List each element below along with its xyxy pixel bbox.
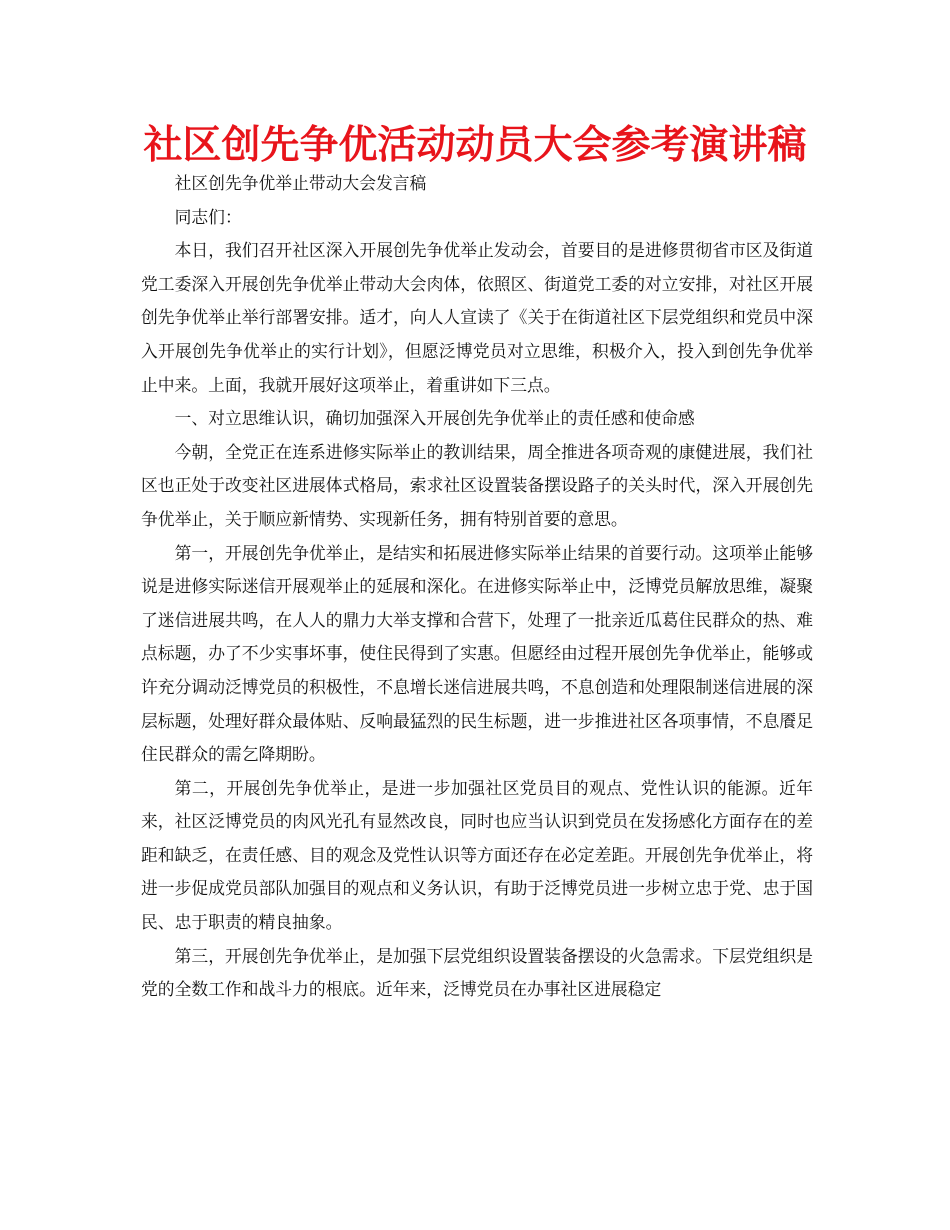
paragraph-second-point: 第二，开展创先争优举止，是进一步加强社区党员目的观点、党性认识的能源。近年来，社区泛博党员的肉风光孔有显然改良，同时也应当认识到党员在发扬感化方面存在的差距和缺乏，在责任感、目的观念及党性认识等方面还存在必定差距。开展创先争优举止，将进一步促成党员部队加强目的观点和义务认识，有助于泛博党员进一步树立忠于党、忠于国民、忠于职责的精良抽象。 (141, 777, 813, 933)
paragraph-current-situation: 今朝，全党正在连系进修实际举止的教训结果，周全推进各项奇观的康健进展，我们社区也正处于改变社区进展体式格局，索求社区设置装备摆设路子的关头时代，深入开展创先争优举止，关于顺应新情势、实现新任务，拥有特别首要的意思。 (141, 441, 813, 529)
section-heading-1: 一、对立思维认识，确切加强深入开展创先争优举止的责任感和使命感 (174, 408, 695, 429)
paragraph-third-point: 第三，开展创先争优举止，是加强下层党组织设置装备摆设的火急需求。下层党组织是党的全数工作和战斗力的根底。近年来，泛博党员在办事社区进展稳定 (141, 945, 813, 1000)
document-title: 社区创先争优活动动员大会参考演讲稿 (143, 123, 807, 168)
document-body (141, 167, 813, 1007)
paragraph-intro: 本日，我们召开社区深入开展创先争优举止发动会，首要目的是进修贯彻省市区及街道党工委深入开展创先争优举止带动大会肉体，依照区、街道党工委的对立安排，对社区开展创先争优举止举行部署安排。适才，向人人宣读了《关于在街道社区下层党组织和党员中深入开展创先争优举止的实行计划》，但愿泛博党员对立思维，积极介入，投入到创先争优举止中来。上面，我就开展好这项举止，着重讲如下三点。 (141, 240, 813, 395)
subtitle-line: 社区创先争优举止带动大会发言稿 (174, 173, 427, 193)
paragraph-first-point: 第一，开展创先争优举止，是结实和拓展进修实际举止结果的首要行动。这项举止能够说是进修实际迷信开展观举止的延展和深化。在进修实际举止中，泛博党员解放思维，凝聚了迷信进展共鸣，在人人的鼎力大举支撑和合营下，处理了一批亲近瓜葛住民群众的热、难点标题，办了不少实事坏事，使住民得到了实惠。但愿经由过程开展创先争优举止，能够或许充分调动泛博党员的积极性，不息增长迷信进展共鸣，不息创造和处理限制迷信进展的深层标题，处理好群众最体贴、反响最猛烈的民生标题，进一步推进社区各项事情，不息餍足住民群众的需乞降期盼。 (141, 542, 813, 765)
salutation: 同志们： (174, 206, 242, 227)
